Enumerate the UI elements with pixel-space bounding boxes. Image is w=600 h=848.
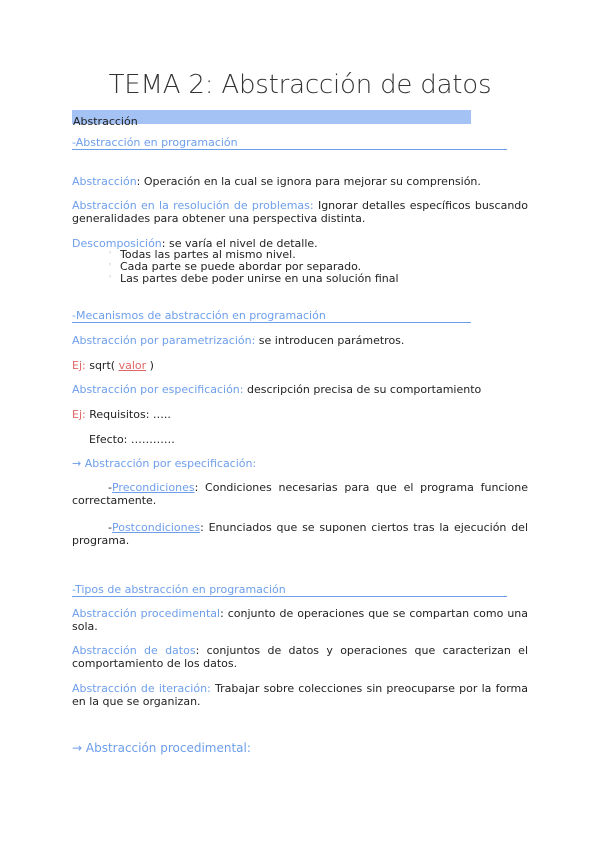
example-label: Ej: xyxy=(72,408,86,421)
list-item: Todas las partes al mismo nivel. xyxy=(120,248,296,261)
dash: - xyxy=(108,521,112,534)
example-param: valor xyxy=(118,359,147,372)
term: Abstracción por parametrización: xyxy=(72,334,256,347)
section-heading-1 xyxy=(72,136,238,150)
paragraph-iteracion xyxy=(72,682,528,708)
bullet-marker: ◦ xyxy=(108,249,113,257)
paragraph-especificacion xyxy=(72,383,481,396)
definition: : Condiciones necesarias para que el programa funcione correctamente. xyxy=(72,481,528,507)
example-pre: sqrt( xyxy=(85,359,119,372)
bullet-marker: ◦ xyxy=(108,273,113,281)
paragraph-precondiciones xyxy=(72,481,528,507)
definition: : conjunto de operaciones que se compartan como una sola. xyxy=(72,607,528,633)
section-underline-1 xyxy=(72,149,507,150)
term: Precondiciones xyxy=(111,481,195,494)
page-title: TEMA 2: Abstracción de datos xyxy=(108,70,492,100)
example-text: Requisitos: ….. xyxy=(85,408,171,421)
term: Descomposición xyxy=(72,237,162,250)
example-efecto: Efecto: ………… xyxy=(89,433,175,446)
section-heading-2 xyxy=(72,309,326,323)
definition: : se varía el nivel de detalle. xyxy=(161,237,318,250)
paragraph-postcondiciones xyxy=(72,521,528,547)
paragraph-datos xyxy=(72,644,528,670)
example-sqrt xyxy=(72,359,154,372)
definition: : Operación en la cual se ignora para mejorar su comprensión. xyxy=(136,175,481,188)
term: Abstracción xyxy=(72,175,137,188)
example-requisitos xyxy=(72,408,171,421)
arrow-heading-procedimental: → Abstracción procedimental: xyxy=(72,741,251,755)
term: Abstracción de datos xyxy=(72,644,196,657)
definition: descripción precisa de su comportamiento xyxy=(243,383,482,396)
paragraph-resolucion xyxy=(72,199,528,225)
definition: Ignorar detalles específicos buscando generalidades para obtener una perspectiva distinta. xyxy=(72,199,528,225)
section-underline-3 xyxy=(72,596,507,597)
section-heading-1-text: -Abstracción en programación xyxy=(72,136,238,149)
bullet-marker: ◦ xyxy=(108,261,113,269)
paragraph-parametrizacion xyxy=(72,334,404,347)
section-heading-3 xyxy=(72,583,286,597)
section-heading-3-text: -Tipos de abstracción en programación xyxy=(72,583,286,596)
term: Postcondiciones xyxy=(111,521,201,534)
example-label: Ej: xyxy=(72,359,86,372)
paragraph-procedimental xyxy=(72,607,528,633)
term: Abstracción procedimental xyxy=(72,607,221,620)
list-item: Las partes debe poder unirse en una solución final xyxy=(120,272,399,285)
list-item: Cada parte se puede abordar por separado. xyxy=(120,260,362,273)
section-heading-2-text: -Mecanismos de abstracción en programación xyxy=(72,309,326,322)
dash: - xyxy=(108,481,112,494)
definition: : conjuntos de datos y operaciones que caracterizan el comportamiento de los datos. xyxy=(72,644,528,670)
definition: se introducen parámetros. xyxy=(255,334,405,347)
arrow-heading-especificacion: → Abstracción por especificación: xyxy=(72,457,257,470)
example-post: ) xyxy=(146,359,154,372)
term: Abstracción por especificación: xyxy=(72,383,244,396)
term: Abstracción en la resolución de problemas: xyxy=(72,199,314,212)
band-label: Abstracción xyxy=(73,115,138,128)
paragraph-abstraccion xyxy=(72,175,481,188)
term: Abstracción de iteración: xyxy=(72,682,211,695)
section-underline-2 xyxy=(72,322,471,323)
section-band xyxy=(72,110,471,128)
definition: Trabajar sobre colecciones sin preocuparse por la forma en la que se organizan. xyxy=(72,682,529,708)
definition: : Enunciados que se suponen ciertos tras la ejecución del programa. xyxy=(72,521,528,547)
